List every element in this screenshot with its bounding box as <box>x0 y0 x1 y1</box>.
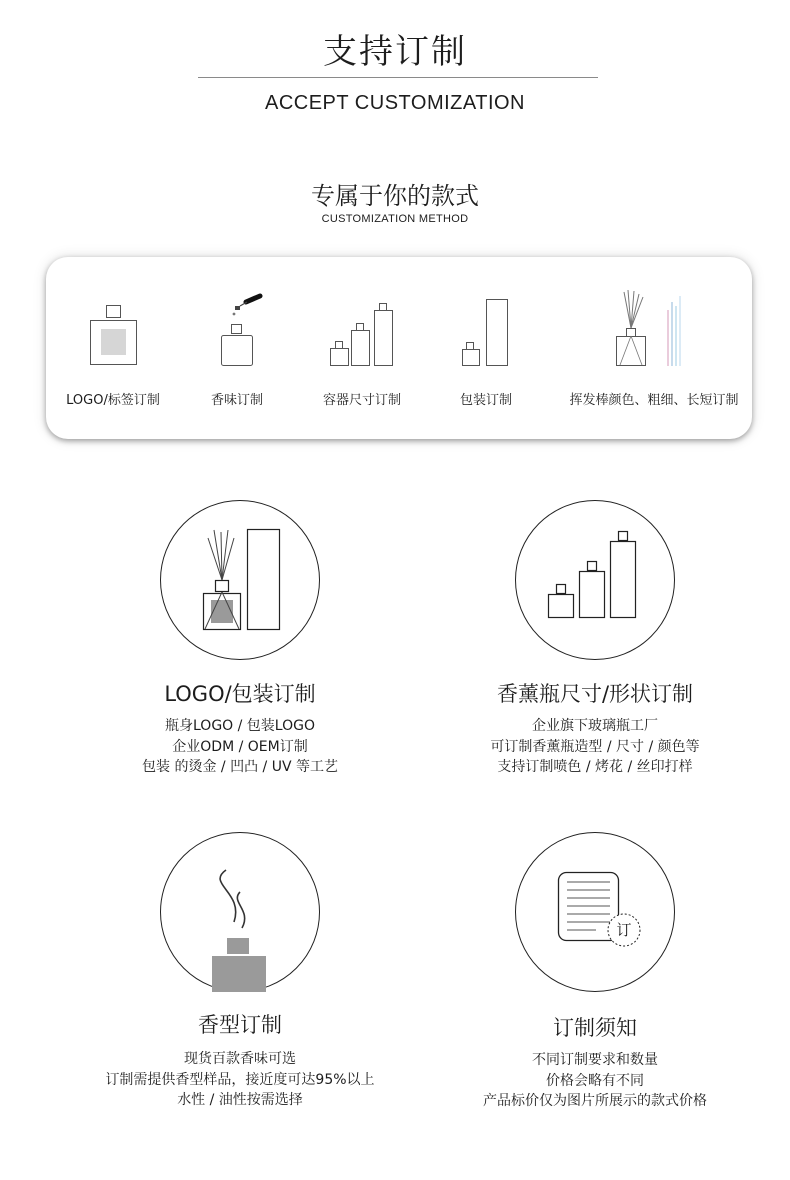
feature-line: 瓶身LOGO / 包装LOGO <box>165 718 315 734</box>
feature-line: 产品标价仅为图片所展示的款式价格 <box>483 1093 707 1109</box>
feature-title-scent: 香型订制 <box>198 1013 282 1037</box>
bottle-sizes-icon <box>546 528 642 622</box>
feature-line: 不同订制要求和数量 <box>532 1052 658 1068</box>
scent-bottle-icon <box>196 862 286 992</box>
feature-desc-notice <box>395 1050 790 1112</box>
packaging-box-icon <box>459 296 515 370</box>
feature-desc-logo <box>40 716 440 778</box>
bottle-sizes-icon <box>326 300 396 370</box>
feature-title-logo: LOGO/包装订制 <box>164 682 316 706</box>
label-bottle-icon <box>84 300 144 370</box>
feature-line: 可订制香薰瓶造型 / 尺寸 / 颜色等 <box>490 738 700 755</box>
option-label-reeds: 挥发棒颜色、粗细、长短订制 <box>569 393 739 408</box>
page-title: 支持订制 <box>323 32 467 72</box>
method-title: 专属于你的款式 <box>311 182 479 210</box>
title-divider <box>198 77 598 78</box>
page-subtitle: ACCEPT CUSTOMIZATION <box>264 92 526 114</box>
option-label-logo: LOGO/标签订制 <box>66 393 160 408</box>
dropper-bottle-icon <box>210 292 270 370</box>
feature-line: 企业旗下玻璃瓶工厂 <box>532 718 658 734</box>
option-label-packaging: 包装订制 <box>459 393 512 408</box>
feature-line: 支持订制喷色 / 烤花 / 丝印打样 <box>497 759 693 775</box>
method-subtitle: CUSTOMIZATION METHOD <box>321 213 469 225</box>
feature-line: 价格会略有不同 <box>546 1072 644 1089</box>
feature-title-bottle: 香薰瓶尺寸/形状订制 <box>496 682 694 706</box>
feature-line: 水性 / 油性按需选择 <box>177 1092 303 1108</box>
diffuser-with-box-icon <box>196 524 286 634</box>
feature-line: 现货百款香味可选 <box>184 1051 296 1067</box>
feature-line: 订制需提供香型样品，接近度可达95%以上 <box>105 1071 375 1088</box>
reed-sticks-icon <box>610 288 690 370</box>
feature-line: 包装 的烫金 / 凹凸 / UV 等工艺 <box>142 759 338 775</box>
feature-line: 企业ODM / OEM订制 <box>172 738 308 755</box>
order-badge-text: 订 <box>616 921 632 939</box>
feature-desc-scent <box>20 1049 460 1111</box>
option-label-scent: 香味订制 <box>210 393 263 408</box>
feature-desc-bottle <box>395 716 790 778</box>
order-document-icon <box>552 866 648 956</box>
feature-title-notice: 订制须知 <box>553 1016 637 1040</box>
option-label-container: 容器尺寸订制 <box>322 393 401 408</box>
